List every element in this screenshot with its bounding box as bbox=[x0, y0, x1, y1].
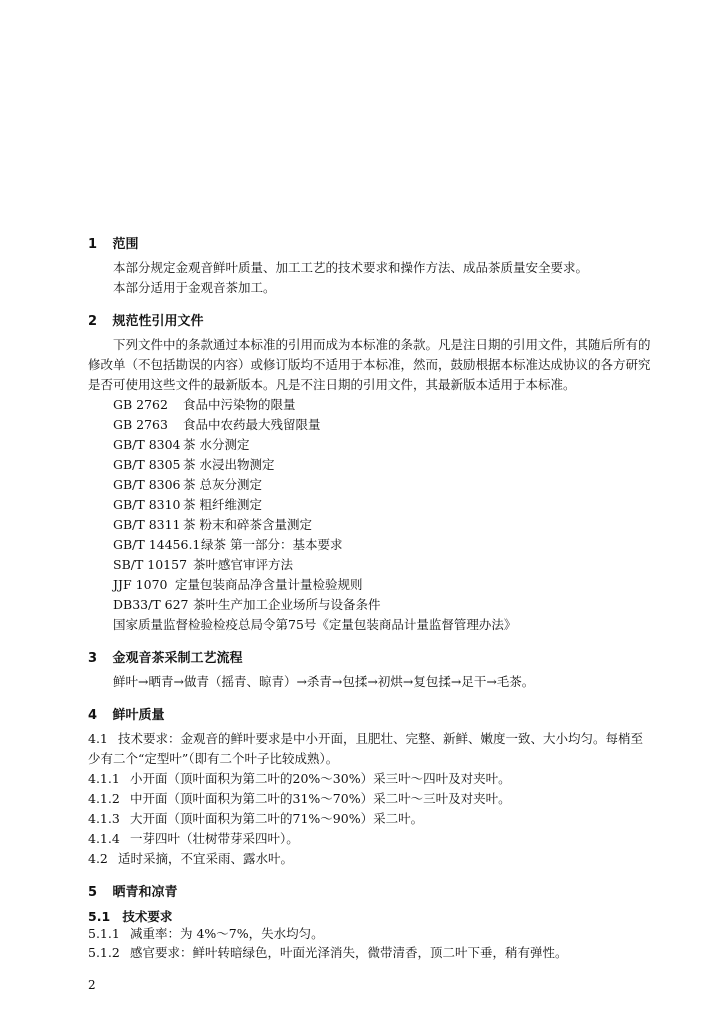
reference-title: 茶 水浸出物测定 bbox=[183, 457, 275, 472]
paragraph: 本部分适用于金观音茶加工。 bbox=[113, 280, 276, 295]
reference-code: JJF 1070 bbox=[113, 577, 168, 592]
clause-text: 技术要求：金观音的鲜叶要求是中小开面，且肥壮、完整、新鲜、嫩度一致、大小均匀。每梢至 bbox=[118, 731, 644, 746]
clause-text: 减重率：为 4%～7%，失水均匀。 bbox=[130, 926, 324, 941]
page-number: 2 bbox=[88, 978, 96, 992]
reference-item bbox=[113, 436, 249, 454]
reference-item: 国家质量监督检验检疫总局令第75号《定量包装商品计量监督管理办法》 bbox=[113, 617, 517, 632]
reference-title: 茶 粗纤维测定 bbox=[183, 497, 262, 512]
clause-number: 4.1 bbox=[88, 731, 108, 746]
clause-number: 4.1.1 bbox=[88, 771, 120, 786]
section-title: 规范性引用文件 bbox=[112, 314, 204, 329]
clause-number: 5.1 bbox=[88, 909, 111, 924]
reference-item bbox=[113, 476, 262, 494]
clause-text: 感官要求：鲜叶转暗绿色，叶面光泽消失，微带清香，顶二叶下垂，稍有弹性。 bbox=[130, 945, 568, 960]
paragraph: 本部分规定金观音鲜叶质量、加工工艺的技术要求和操作方法、成品茶质量安全要求。 bbox=[113, 260, 589, 275]
clause-4-1-3 bbox=[88, 810, 423, 828]
reference-code: SB/T 10157 bbox=[113, 557, 188, 572]
reference-title: 茶叶感官审评方法 bbox=[193, 557, 294, 572]
section-number: 5 bbox=[88, 885, 98, 900]
clause-number: 4.1.4 bbox=[88, 831, 120, 846]
reference-code: GB 2763 bbox=[113, 417, 168, 432]
paragraph: 是否可使用这些文件的最新版本。凡是不注日期的引用文件，其最新版本适用于本标准。 bbox=[88, 377, 576, 392]
clause-4-2 bbox=[88, 850, 293, 868]
reference-title: 食品中农药最大残留限量 bbox=[183, 417, 321, 432]
clause-5-1-1 bbox=[88, 925, 324, 943]
reference-code: GB/T 8311 bbox=[113, 517, 181, 532]
paragraph: 修改单（不包括勘误的内容）或修订版均不适用于本标准，然而，鼓励根据本标准达成协议的各方研究 bbox=[88, 357, 651, 372]
paragraph: 少有二个“定型叶”（即有二个叶子比较成熟）。 bbox=[88, 751, 339, 766]
clause-4-1 bbox=[88, 730, 643, 748]
clause-title: 技术要求 bbox=[122, 909, 173, 924]
reference-title: 茶 粉末和碎茶含量测定 bbox=[183, 517, 312, 532]
reference-item bbox=[113, 536, 342, 554]
reference-item bbox=[113, 416, 321, 434]
reference-item bbox=[113, 596, 381, 614]
reference-code: DB33/T 627 bbox=[113, 597, 189, 612]
clause-number: 5.1.2 bbox=[88, 945, 120, 960]
reference-code: GB 2762 bbox=[113, 397, 168, 412]
section-title: 鲜叶质量 bbox=[112, 708, 165, 723]
clause-5-1-2 bbox=[88, 944, 568, 962]
section-number: 2 bbox=[88, 314, 98, 329]
clause-4-1-1 bbox=[88, 770, 511, 788]
reference-title: 食品中污染物的限量 bbox=[183, 397, 296, 412]
section-4-heading bbox=[88, 704, 165, 723]
reference-item bbox=[113, 516, 312, 534]
clause-4-1-4 bbox=[88, 830, 299, 848]
reference-item bbox=[113, 496, 262, 514]
section-title: 范围 bbox=[112, 237, 139, 252]
clause-number: 4.1.2 bbox=[88, 791, 120, 806]
reference-item bbox=[113, 576, 363, 594]
clause-number: 4.2 bbox=[88, 851, 108, 866]
reference-code: GB/T 8304 bbox=[113, 437, 181, 452]
clause-text: 适时采摘，不宜采雨、露水叶。 bbox=[118, 851, 294, 866]
reference-title: 茶 水分测定 bbox=[183, 437, 250, 452]
reference-title: 茶叶生产加工企业场所与设备条件 bbox=[193, 597, 381, 612]
clause-text: 小开面（顶叶面积为第二叶的20%～30%）采三叶～四叶及对夹叶。 bbox=[130, 771, 511, 786]
section-2-heading bbox=[88, 310, 204, 329]
clause-number: 4.1.3 bbox=[88, 811, 120, 826]
reference-item bbox=[113, 456, 274, 474]
reference-code: GB/T 14456.1 bbox=[113, 537, 201, 552]
clause-4-1-2 bbox=[88, 790, 511, 808]
reference-code: GB/T 8310 bbox=[113, 497, 181, 512]
section-3-heading bbox=[88, 647, 243, 666]
clause-5-1-heading bbox=[88, 907, 172, 925]
section-title: 金观音茶采制工艺流程 bbox=[112, 651, 243, 666]
process-flow: 鲜叶→晒青→做青（摇青、晾青）→杀青→包揉→初烘→复包揉→足干→毛茶。 bbox=[113, 674, 535, 689]
reference-item bbox=[113, 396, 296, 414]
section-1-heading bbox=[88, 233, 139, 252]
reference-code: GB/T 8306 bbox=[113, 477, 181, 492]
section-number: 3 bbox=[88, 651, 98, 666]
clause-text: 中开面（顶叶面积为第二叶的31%～70%）采二叶～三叶及对夹叶。 bbox=[130, 791, 511, 806]
section-5-heading bbox=[88, 881, 178, 900]
reference-title: 茶 总灰分测定 bbox=[183, 477, 262, 492]
paragraph: 下列文件中的条款通过本标准的引用而成为本标准的条款。凡是注日期的引用文件，其随后所有的 bbox=[113, 337, 651, 352]
reference-title: 绿茶 第一部分：基本要求 bbox=[201, 537, 343, 552]
clause-text: 一芽四叶（壮树带芽采四叶）。 bbox=[130, 831, 299, 846]
clause-text: 大开面（顶叶面积为第二叶的71%～90%）采二叶。 bbox=[130, 811, 424, 826]
clause-number: 5.1.1 bbox=[88, 926, 120, 941]
section-title: 晒青和凉青 bbox=[112, 885, 178, 900]
section-number: 1 bbox=[88, 237, 98, 252]
reference-code: GB/T 8305 bbox=[113, 457, 181, 472]
section-number: 4 bbox=[88, 708, 98, 723]
reference-title: 定量包装商品净含量计量检验规则 bbox=[175, 577, 363, 592]
reference-item bbox=[113, 556, 293, 574]
